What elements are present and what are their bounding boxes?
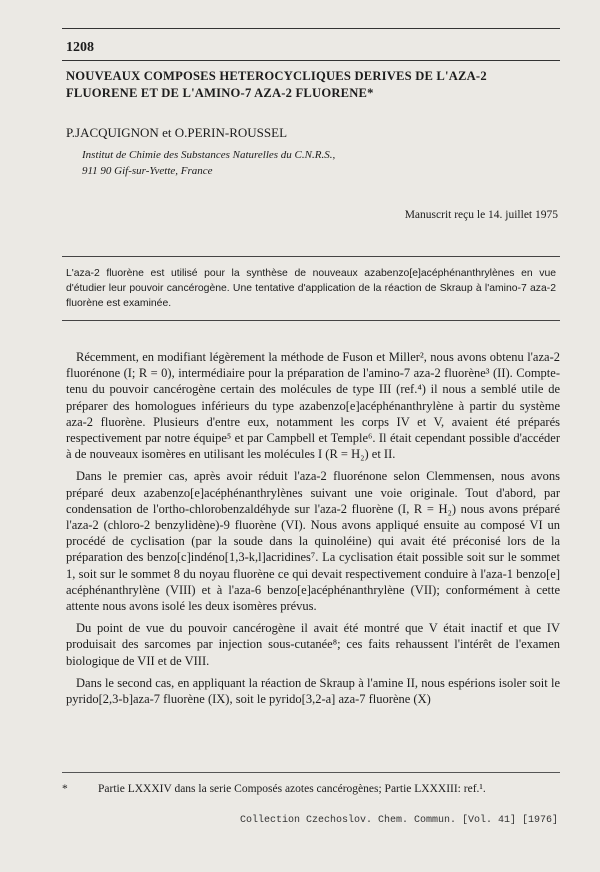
- authors: P.JACQUIGNON et O.PERIN-ROUSSEL: [66, 125, 288, 140]
- affiliation-line-1: Institut de Chimie des Substances Naturelles du C.N.R.S.,: [82, 149, 336, 161]
- article-body: [66, 349, 560, 713]
- top-rule: [62, 28, 560, 29]
- article-title: NOUVEAUX COMPOSES HETEROCYCLIQUES DERIVES DE L'AZA-2 FLUORENE ET DE L'AMINO-7 AZA-2 FLUORENE*: [66, 69, 487, 100]
- footnote-rule: [62, 772, 560, 773]
- abstract: L'aza-2 fluorène est utilisé pour la synthèse de nouveaux azabenzo[e]acéphénanthrylènes en vue d'étudier leur pouvoir cancérogène. Une tentative d'application de la réaction de Skraup à l'amino-7 aza-2 fluorène est examinée.: [66, 268, 556, 309]
- affiliation: [82, 147, 335, 179]
- body-paragraph-4: Dans le second cas, en appliquant la réaction de Skraup à l'amine II, nous espérions isoler soit le pyrido[2,3-b]aza-7 fluorène (IX), soit le pyrido[3,2-a] aza-7 fluorène (X): [66, 675, 560, 707]
- affiliation-line-2: 911 90 Gif-sur-Yvette, France: [82, 165, 213, 177]
- abstract-rule-bottom: [62, 320, 560, 321]
- body-paragraph-1: Récemment, en modifiant légèrement la méthode de Fuson et Miller², nous avons obtenu l'aza-2 fluorénone (I; R = 0), intermédiaire pour la préparation de l'amino-7 aza-2 fluorène³ (II). Compte-tenu du pouvoir cancérogène certain des molécules de type III (ref.⁴) il nous a semblé utile de préparer des homologues inférieurs du type azabenzo[e]acéphénanthrylène à partir du système aza-2 fluorène. Plusieurs d'entre eux, notamment les corps IV et V, avaient été préparés respectivement par notre équipe⁵ et par Campbell et Temple⁶. Il était cependant possible d'accéder à de nouveaux isomères en utilisant les molécules I (R = H₂) et II.: [66, 350, 560, 462]
- footnote-text: Partie LXXXIV dans la serie Composés azotes cancérogènes; Partie LXXXIII: ref.¹.: [98, 783, 486, 795]
- footnote-marker: *: [62, 783, 68, 795]
- abstract-rule-top: [62, 256, 560, 257]
- header-rule: [62, 60, 560, 61]
- journal-citation: Collection Czechoslov. Chem. Commun. [Vol. 41] [1976]: [239, 815, 558, 826]
- footnote: [62, 783, 560, 795]
- received-date: Manuscrit reçu le 14. juillet 1975: [404, 209, 558, 221]
- body-paragraph-2: Dans le premier cas, après avoir réduit l'aza-2 fluorénone selon Clemmensen, nous avons préparé deux azabenzo[e]acéphénanthrylènes suivant une voie originale. Tout d'abord, par condensation de l'ortho-chlorobenzaldéhyde sur l'aza-2 fluorène (I, R = H₂) nous avons préparé l'aza-2 (chloro-2 benzylidène)-9 fluorène (VI). Nous avons appliqué ensuite au composé VI un procédé de cyclisation (par la soude dans la quinoléine) qui avait été préconisé lors de la préparation des benzo[c]indéno[1,3-k,l]acridines⁷. La cyclisation était possible soit sur le sommet 1, soit sur le sommet 8 du noyau fluorène ce qui devait respectivement conduire à l'aza-1 benzo[e] acéphénanthrylène (VIII) et à l'aza-6 benzo[e]acéphénanthrylène (VII); conformément à cette attente nous avons isolé les deux isomères prévus.: [66, 469, 560, 614]
- page-number: 1208: [66, 40, 94, 55]
- body-paragraph-3: Du point de vue du pouvoir cancérogène il avait été montré que V était inactif et que IV produisait des sarcomes par injection sous-cutanée⁸; ces faits rehaussent l'intérêt de l'examen biologique de VII et de VIII.: [66, 621, 560, 668]
